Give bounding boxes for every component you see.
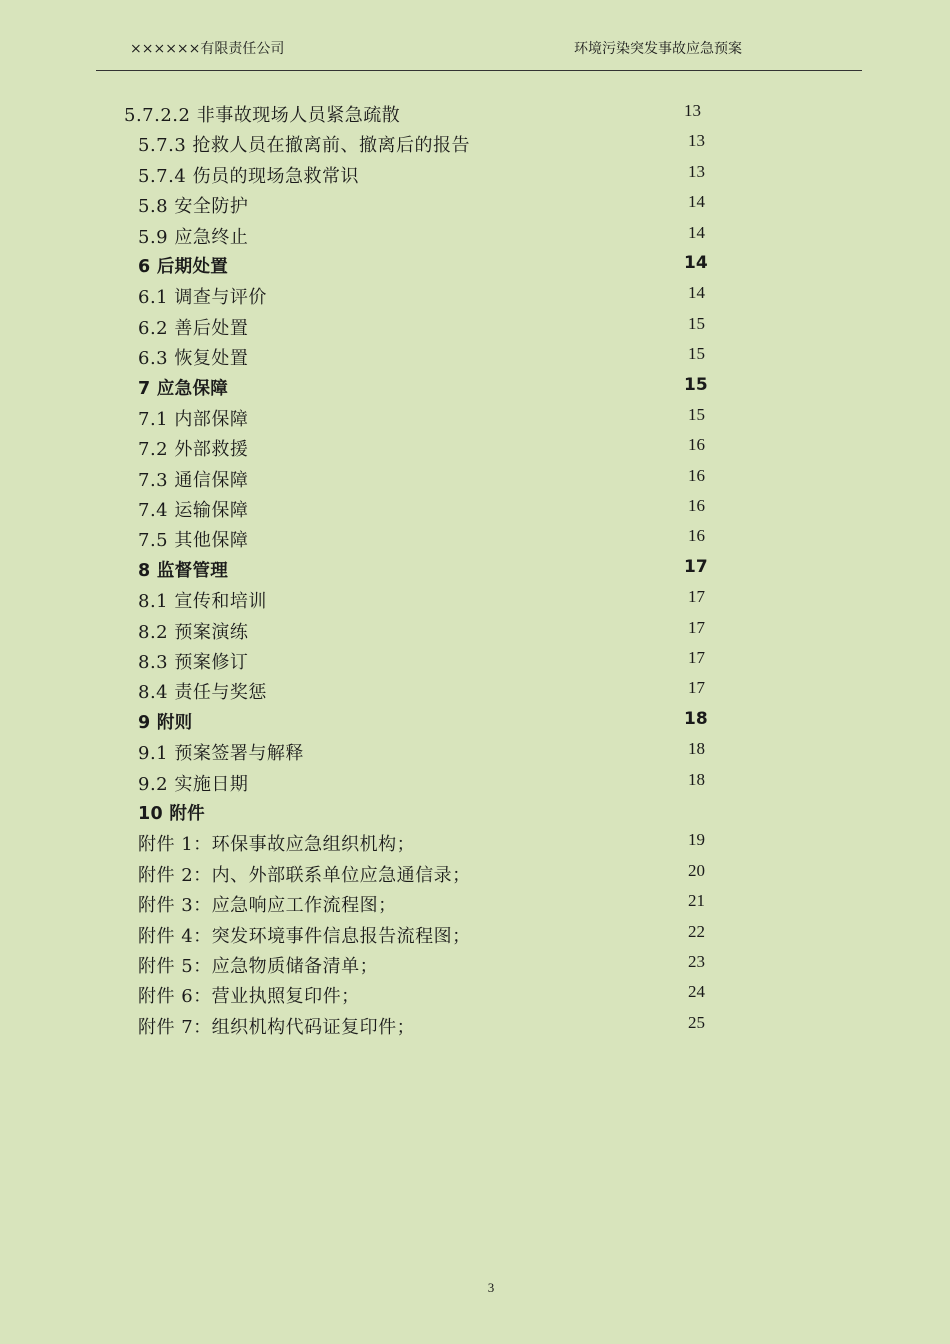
toc-entry-page: 22 [688, 921, 705, 941]
toc-entry-page: 17 [688, 587, 705, 607]
toc-entry-row[interactable] [0, 644, 950, 674]
toc-entry-title: 附件 4：突发环境事件信息报告流程图； [138, 925, 471, 947]
toc-entry-page: 14 [684, 252, 708, 273]
toc-entry-title: 7.4 运输保障 [138, 500, 249, 522]
toc-entry-title: 9 附则 [138, 712, 193, 733]
toc-entry-row[interactable] [0, 735, 950, 765]
toc-entry-row[interactable] [0, 522, 950, 552]
toc-entry-row[interactable] [0, 826, 950, 856]
toc-entry-page: 23 [688, 951, 705, 971]
toc-entry-title: 5.7.2.2 非事故现场人员紧急疏散 [124, 105, 401, 126]
toc-entry-title: 5.7.4 伤员的现场急救常识 [138, 165, 360, 187]
toc-entry-page: 16 [688, 496, 705, 516]
header-company-name: ××××××有限责任公司 [130, 41, 285, 57]
toc-entry-row[interactable] [0, 219, 950, 249]
toc-entry-page: 18 [684, 708, 708, 729]
header-document-title: 环境污染突发事故应急预案 [574, 41, 742, 57]
toc-entry-page: 15 [688, 404, 705, 424]
toc-entry-page: 15 [684, 374, 708, 395]
toc-entry-page: 19 [688, 830, 705, 850]
toc-entry-title: 6.2 善后处置 [138, 317, 249, 339]
toc-entry-title: 附件 7：组织机构代码证复印件； [138, 1016, 416, 1038]
toc-entry-row[interactable] [0, 97, 950, 127]
toc-entry-row[interactable] [0, 978, 950, 1008]
toc-chapter-row[interactable] [0, 553, 950, 583]
toc-entry-row[interactable] [0, 431, 950, 461]
toc-entry-page: 21 [688, 891, 705, 911]
toc-chapter-row[interactable] [0, 796, 950, 826]
toc-entry-row[interactable] [0, 188, 950, 218]
toc-entry-title: 7 应急保障 [138, 378, 229, 399]
toc-entry-row[interactable] [0, 492, 950, 522]
toc-entry-row[interactable] [0, 340, 950, 370]
toc-entry-title: 7.2 外部救援 [138, 439, 249, 461]
toc-entry-row[interactable] [0, 948, 950, 978]
toc-entry-page: 24 [688, 982, 705, 1002]
toc-entry-row[interactable] [0, 674, 950, 704]
toc-entry-page: 18 [688, 739, 705, 759]
toc-entry-page: 25 [688, 1012, 705, 1032]
toc-entry-page: 16 [688, 465, 705, 485]
toc-entry-title: 7.1 内部保障 [138, 408, 249, 430]
page-header [96, 36, 862, 71]
toc-entry-page: 16 [688, 526, 705, 546]
toc-entry-title: 5.9 应急终止 [138, 226, 249, 248]
toc-entry-row[interactable] [0, 887, 950, 917]
toc-entry-page: 16 [688, 435, 705, 455]
toc-entry-page: 17 [688, 617, 705, 637]
toc-entry-title: 6.3 恢复处置 [138, 348, 249, 370]
toc-entry-title: 7.5 其他保障 [138, 530, 249, 552]
toc-chapter-row[interactable] [0, 371, 950, 401]
toc-entry-row[interactable] [0, 462, 950, 492]
toc-entry-title: 5.8 安全防护 [138, 196, 249, 218]
toc-entry-title: 8.2 预案演练 [138, 621, 249, 643]
toc-entry-title: 5.7.3 抢救人员在撤离前、撤离后的报告 [138, 135, 471, 157]
toc-entry-title: 附件 3：应急响应工作流程图； [138, 895, 397, 917]
toc-entry-page: 20 [688, 860, 705, 880]
toc-chapter-row[interactable] [0, 249, 950, 279]
toc-entry-row[interactable] [0, 127, 950, 157]
toc-entry-title: 7.3 通信保障 [138, 469, 249, 491]
toc-entry-title: 8.4 责任与奖惩 [138, 682, 267, 704]
toc-entry-title: 6 后期处置 [138, 256, 229, 277]
toc-entry-row[interactable] [0, 766, 950, 796]
toc-entry-page: 18 [688, 769, 705, 789]
toc-entry-title: 10 附件 [138, 803, 205, 824]
toc-entry-row[interactable] [0, 401, 950, 431]
toc-chapter-row[interactable] [0, 705, 950, 735]
toc-entry-title: 8.1 宣传和培训 [138, 591, 267, 613]
toc-entry-title: 9.2 实施日期 [138, 773, 249, 795]
toc-entry-row[interactable] [0, 279, 950, 309]
toc-entry-page: 15 [688, 313, 705, 333]
toc-entry-row[interactable] [0, 1009, 950, 1039]
toc-entry-row[interactable] [0, 310, 950, 340]
toc-entry-page: 14 [688, 222, 705, 242]
toc-entry-page: 13 [688, 161, 705, 181]
toc-entry-title: 6.1 调查与评价 [138, 287, 267, 309]
toc-entry-title: 9.1 预案签署与解释 [138, 743, 304, 765]
page-number: 3 [487, 1280, 495, 1295]
toc-entry-row[interactable] [0, 158, 950, 188]
toc-entry-page: 17 [684, 556, 708, 577]
toc-entry-page: 17 [688, 648, 705, 668]
toc-entry-page: 14 [688, 283, 705, 303]
table-of-contents [0, 97, 950, 1039]
toc-entry-page: 17 [688, 678, 705, 698]
toc-entry-title: 附件 1：环保事故应急组织机构； [138, 834, 416, 856]
toc-entry-row[interactable] [0, 583, 950, 613]
toc-entry-row[interactable] [0, 918, 950, 948]
toc-entry-row[interactable] [0, 614, 950, 644]
toc-entry-title: 附件 6：营业执照复印件； [138, 986, 360, 1008]
toc-entry-page: 15 [688, 344, 705, 364]
toc-entry-title: 附件 2：内、外部联系单位应急通信录； [138, 864, 471, 886]
toc-entry-page: 14 [688, 192, 705, 212]
toc-entry-row[interactable] [0, 857, 950, 887]
toc-entry-title: 8.3 预案修订 [138, 652, 249, 674]
toc-entry-page: 13 [684, 101, 701, 120]
toc-entry-page: 13 [688, 131, 705, 151]
toc-entry-title: 附件 5：应急物质储备清单； [138, 955, 379, 977]
toc-entry-title: 8 监督管理 [138, 560, 229, 581]
